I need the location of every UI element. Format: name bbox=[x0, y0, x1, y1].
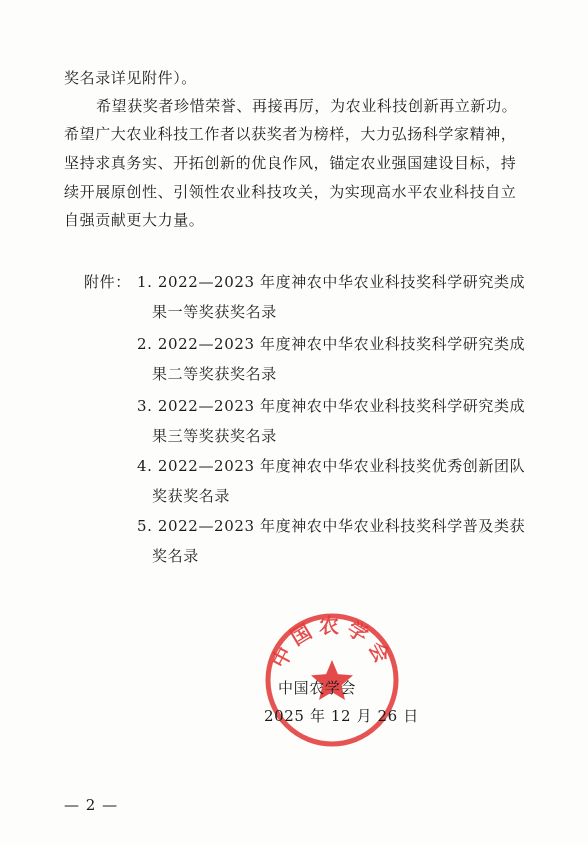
page-number: — 2 — bbox=[64, 796, 119, 814]
attachment-2-line-1: 2. 2022—2023 年度神农中华农业科技奖科学研究类成 bbox=[137, 335, 526, 353]
paragraph-line-2: 希望广大农业科技工作者以获奖者为榜样，大力弘扬科学家精神， bbox=[64, 125, 517, 143]
attachments-label: 附件： bbox=[84, 273, 131, 291]
paragraph-line-3: 坚持求真务实、开拓创新的优良作风，锚定农业强国建设目标，持 bbox=[64, 154, 517, 172]
seal-text: 中国农学会 bbox=[266, 613, 398, 672]
paragraph-line-4: 续开展原创性、引领性农业科技攻关，为实现高水平农业科技自立 bbox=[64, 183, 517, 201]
attachment-2-line-2: 果二等奖获奖名录 bbox=[152, 365, 277, 383]
signature-date: 2025 年 12 月 26 日 bbox=[264, 707, 419, 725]
attachment-1-line-2: 果一等奖获奖名录 bbox=[152, 303, 277, 321]
attachment-4-line-2: 奖获奖名录 bbox=[152, 487, 231, 505]
attachment-4-line-1: 4. 2022—2023 年度神农中华农业科技奖优秀创新团队 bbox=[137, 457, 526, 475]
attachment-3-line-1: 3. 2022—2023 年度神农中华农业科技奖科学研究类成 bbox=[137, 397, 526, 415]
attachment-3-line-2: 果三等奖获奖名录 bbox=[152, 427, 277, 445]
attachment-1-line-1: 1. 2022—2023 年度神农中华农业科技奖科学研究类成 bbox=[137, 273, 526, 291]
attachment-5-line-2: 奖名录 bbox=[152, 547, 199, 565]
attachment-5-line-1: 5. 2022—2023 年度神农中华农业科技奖科学普及类获 bbox=[137, 517, 526, 535]
paragraph-line-5: 自强贡献更大力量。 bbox=[64, 211, 205, 229]
paragraph-continuation: 奖名录详见附件）。 bbox=[64, 69, 197, 87]
signature-organization: 中国农学会 bbox=[278, 679, 357, 697]
paragraph-line-1: 希望获奖者珍惜荣誉、再接再厉，为农业科技创新再立新功。 bbox=[96, 97, 518, 115]
